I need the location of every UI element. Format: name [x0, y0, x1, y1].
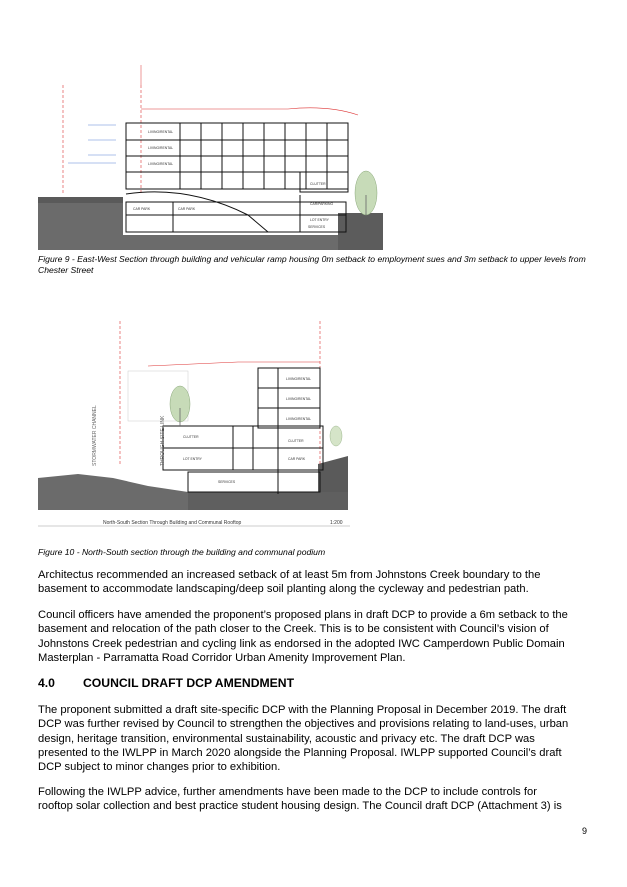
paragraph-2: [38, 608, 589, 665]
soil-west: [38, 474, 188, 510]
page-number: 9: [582, 826, 588, 836]
text-line: DCP was further revised by Council to strengthen the objectives and provisions relating to land-uses, urban: [38, 718, 569, 731]
svg-text:SERVICES: SERVICES: [308, 225, 326, 229]
svg-text:SERVICES: SERVICES: [218, 480, 236, 484]
svg-text:CAR/PARKING: CAR/PARKING: [310, 202, 334, 206]
svg-text:LIVING/RENTAL: LIVING/RENTAL: [286, 377, 312, 381]
text-line: Johnstons Creek pedestrian and cycling link as endorsed in the adopted IWC Camperdown Public Domain: [38, 637, 565, 650]
text-line: design, heritage transition, environmental sustainability, acoustic and privacy etc. The draft DCP was: [38, 732, 535, 745]
svg-text:CAR PARK: CAR PARK: [178, 207, 196, 211]
text-line: Architectus recommended an increased setback of at least 5m from Johnstons Creek boundary to the: [38, 569, 541, 581]
text-line: rooftop solar collection and best practice student housing design. The Council draft DCP (Attachment 3) is: [38, 800, 562, 813]
svg-text:LOT ENTRY: LOT ENTRY: [310, 218, 329, 222]
text-line: Masterplan - Parramatta Road Corridor Urban Amenity Improvement Plan.: [38, 651, 406, 664]
svg-text:CLUTTER: CLUTTER: [288, 439, 304, 443]
text-line: Council officers have amended the proponent’s proposed plans in draft DCP to provide a 6m setback to the: [38, 609, 568, 621]
stormwater-channel-label: STORMWATER CHANNEL: [92, 405, 98, 466]
fig9-room-labels: [133, 130, 333, 229]
svg-text:CLUTTER: CLUTTER: [183, 435, 199, 439]
figure-9-caption: Figure 9 - East-West Section through building and vehicular ramp housing 0m setback to employment sues and 3m setback to upper levels from Chester Street: [38, 254, 586, 275]
ground-strip: [38, 197, 123, 203]
svg-text:CLUTTER: CLUTTER: [310, 182, 326, 186]
through-site-link-label: THROUGH SITE LINK: [160, 415, 166, 466]
paragraph-1: [38, 568, 589, 597]
soil-mass: [38, 203, 383, 250]
dimension-marks: [68, 125, 116, 163]
text-line: basement and relocation of the path closer to the Creek. This is to be consistent with Council’s vision of: [38, 623, 549, 636]
building-section: [126, 123, 348, 232]
text-line: presented to the IWLPP in March 2020 alongside the Planning Proposal. IWLPP supported Council’s draft: [38, 746, 562, 759]
section-title: COUNCIL DRAFT DCP AMENDMENT: [83, 676, 295, 690]
svg-text:LOT ENTRY: LOT ENTRY: [183, 457, 202, 461]
text-line: The proponent submitted a draft site-specific DCP with the Planning Proposal in December 2019. The draft: [38, 704, 567, 716]
svg-text:CAR PARK: CAR PARK: [133, 207, 151, 211]
height-plane-line: [141, 108, 358, 115]
soil-base: [188, 492, 348, 510]
svg-text:LIVING/RENTAL: LIVING/RENTAL: [148, 162, 174, 166]
building-section: [163, 368, 323, 494]
text-line: DCP subject to minor changes prior to exhibition.: [38, 761, 281, 774]
text-line: Following the IWLPP advice, further amendments have been made to the DCP to include controls for: [38, 786, 537, 798]
height-plane-line: [148, 362, 320, 366]
figure-9-section-drawing: [38, 45, 388, 250]
paragraph-3: [38, 703, 589, 774]
paragraph-4: [38, 785, 589, 814]
figure-10-caption: Figure 10 - North-South section through the building and communal podium: [38, 547, 326, 557]
svg-text:LIVING/RENTAL: LIVING/RENTAL: [148, 146, 174, 150]
section-number: 4.0: [38, 676, 55, 690]
text-line: basement to accommodate landscaping/deep soil planting along the cycleway and pedestrian path.: [38, 583, 529, 596]
fig10-room-labels: [183, 377, 311, 484]
figure-10-section-drawing: [38, 316, 350, 534]
svg-text:LIVING/RENTAL: LIVING/RENTAL: [286, 417, 312, 421]
svg-text:CAR PARK: CAR PARK: [288, 457, 306, 461]
svg-text:LIVING/RENTAL: LIVING/RENTAL: [148, 130, 174, 134]
tree-illustration: [355, 171, 377, 215]
drawing-scale: 1:200: [330, 520, 343, 526]
drawing-title: North-South Section Through Building and Communal Rooftop: [103, 520, 242, 526]
svg-text:LIVING/RENTAL: LIVING/RENTAL: [286, 397, 312, 401]
